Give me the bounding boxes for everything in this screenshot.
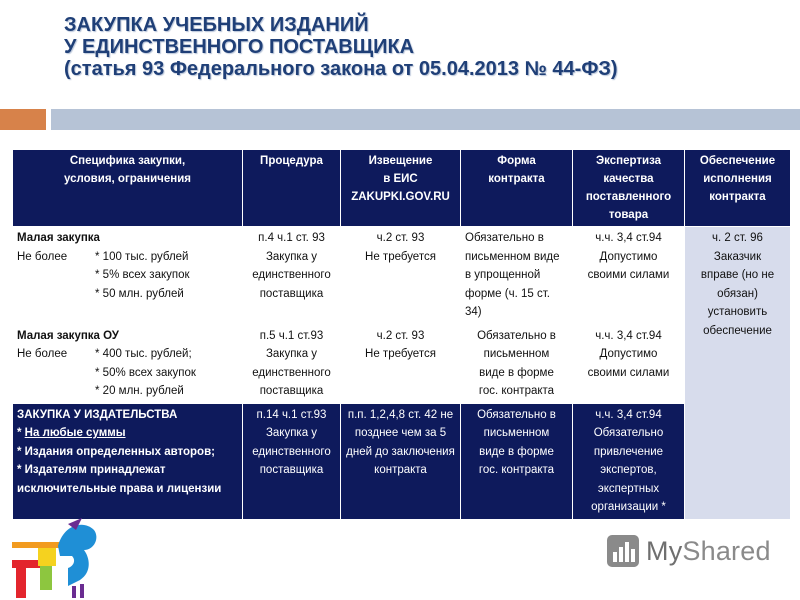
cell-procedure: п.14 ч.1 ст.93 Закупка у единственного поставщика — [243, 403, 341, 519]
cell-specifics: Малая закупка ОУ Не более * 400 тыс. рублей; * 50% всех закупок * 20 млн. рублей — [13, 324, 243, 403]
publisher-logo-icon — [10, 516, 106, 600]
decorative-bar-blue — [51, 109, 800, 130]
myshared-watermark — [606, 534, 771, 568]
header-notice: Извещение в ЕИС ZAKUPKI.GOV.RU — [341, 150, 461, 227]
decorative-bar-orange — [0, 109, 46, 130]
cell-procedure: п.4 ч.1 ст. 93 Закупка у единственного поставщика — [243, 227, 341, 325]
slide-title — [64, 14, 764, 80]
myshared-brand-text: MyShared — [646, 535, 771, 566]
cell-notice: ч.2 ст. 93 Не требуется — [341, 324, 461, 403]
cell-contract-form: Обязательно в письменном виде в форме гос. контракта — [461, 403, 573, 519]
cell-contract-form: Обязательно в письменном виде в форме гос. контракта — [461, 324, 573, 403]
cell-notice: п.п. 1,2,4,8 ст. 42 не позднее чем за 5 дней до заключения контракта — [341, 403, 461, 519]
cell-specifics: Малая закупка Не более * 100 тыс. рублей * 5% всех закупок * 50 млн. рублей — [13, 227, 243, 325]
title-line-3: (статья 93 Федерального закона от 05.04.2013 № 44-ФЗ) — [64, 58, 618, 80]
cell-specifics: ЗАКУПКА У ИЗДАТЕЛЬСТВА * На любые суммы * Издания определенных авторов; * Издателям принадлежат исключительные права и лицензии — [13, 403, 243, 519]
header-specifics: Специфика закупки, условия, ограничения — [13, 150, 243, 227]
table-row-publisher — [13, 403, 791, 519]
procurement-table — [12, 149, 791, 520]
header-procedure: Процедура — [243, 150, 341, 227]
cell-expertise: ч.ч. 3,4 ст.94 Допустимо своими силами — [573, 227, 685, 325]
cell-expertise: ч.ч. 3,4 ст.94 Допустимо своими силами — [573, 324, 685, 403]
header-expertise: Экспертиза качества поставленного товара — [573, 150, 685, 227]
title-line-2: У ЕДИНСТВЕННОГО ПОСТАВЩИКА — [64, 36, 415, 58]
cell-procedure: п.5 ч.1 ст.93 Закупка у единственного поставщика — [243, 324, 341, 403]
table-row-small-purchase-edu — [13, 324, 791, 403]
table-row-small-purchase — [13, 227, 791, 325]
cell-contract-form: Обязательно в письменном виде в упрощенной форме (ч. 15 ст. 34) — [461, 227, 573, 325]
cell-notice: ч.2 ст. 93 Не требуется — [341, 227, 461, 325]
table-header-row — [13, 150, 791, 227]
cell-guarantee: ч. 2 ст. 96 Заказчик вправе (но не обязан) установить обеспечение — [685, 227, 791, 520]
title-line-1: ЗАКУПКА УЧЕБНЫХ ИЗДАНИЙ — [64, 14, 369, 36]
header-guarantee: Обеспечение исполнения контракта — [685, 150, 791, 227]
cell-expertise: ч.ч. 3,4 ст.94 Обязательно привлечение экспертов, экспертных организации * — [573, 403, 685, 519]
myshared-logo-icon — [606, 534, 640, 568]
header-contract-form: Форма контракта — [461, 150, 573, 227]
